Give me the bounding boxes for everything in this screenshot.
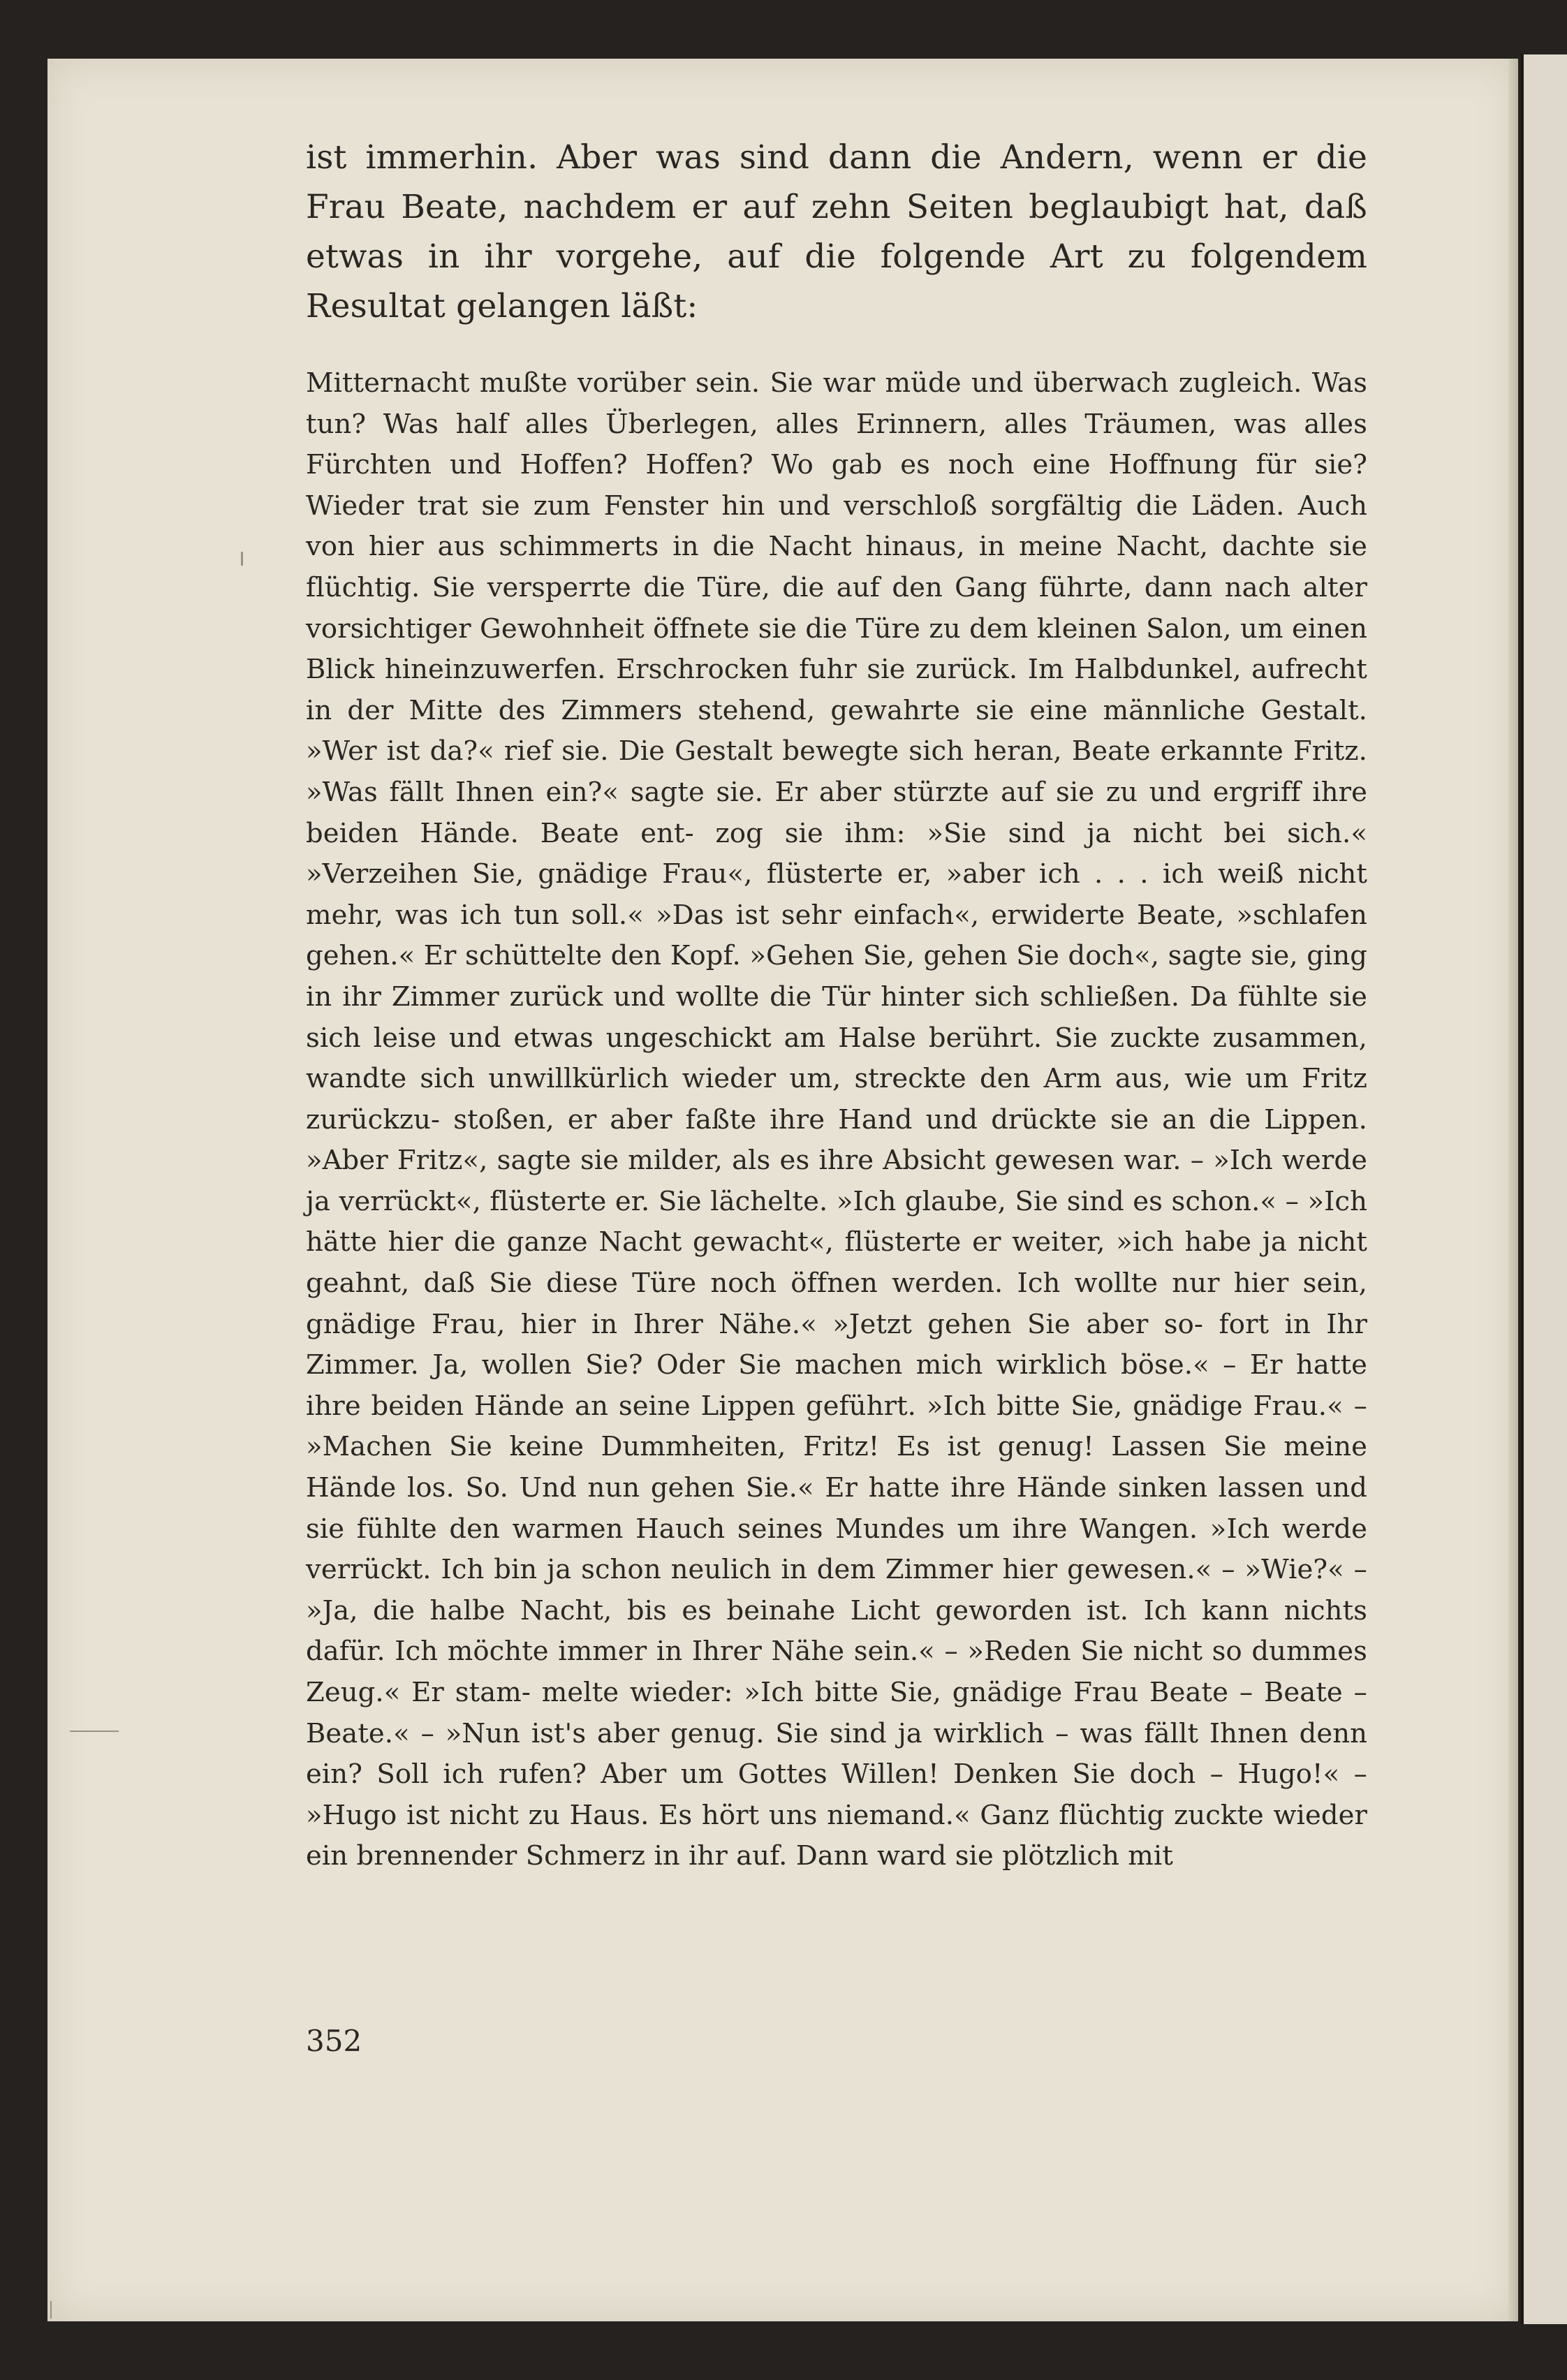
margin-mark <box>241 552 243 566</box>
page-text <box>306 133 1367 1877</box>
page-number: 352 <box>306 2024 362 2058</box>
page-gutter-shadow <box>1508 59 1518 2321</box>
margin-mark <box>70 1731 119 1732</box>
margin-mark <box>50 2301 52 2319</box>
quoted-passage: Mitternacht mußte vorüber sein. Sie war müde und überwach zugleich. Was tun? Was half alles Überlegen, alles Erinnern, alles Träumen, was alles Fürchten und Hoffen? Hoffen? Wo gab es noch eine Hoffnung für sie? Wieder trat sie zum Fenster hin und verschloß sorgfältig die Läden. Auch von hier aus schimmerts in die Nacht hinaus, in meine Nacht, dachte sie flüchtig. Sie versperrte die Türe, die auf den Gang führte, dann nach alter vorsichtiger Gewohnheit öffnete sie die Türe zu dem kleinen Salon, um einen Blick hineinzuwerfen. Erschrocken fuhr sie zurück. Im Halbdunkel, aufrecht in der Mitte des Zimmers stehend, gewahrte sie eine männliche Gestalt. »Wer ist da?« rief sie. Die Gestalt bewegte sich heran, Beate erkannte Fritz. »Was fällt Ihnen ein?« sagte sie. Er aber stürzte auf sie zu und ergriff ihre beiden Hände. Beate ent- zog sie ihm: »Sie sind ja nicht bei sich.« »Verzeihen Sie, gnädige Frau«, flüsterte er, »aber ich . . . ich weiß nicht mehr, was ich tun soll.« »Das ist sehr einfach«, erwiderte Beate, »schlafen gehen.« Er schüttelte den Kopf. »Gehen Sie, gehen Sie doch«, sagte sie, ging in ihr Zimmer zurück und wollte die Tür hinter sich schließen. Da fühlte sie sich leise und etwas ungeschickt am Halse berührt. Sie zuckte zusammen, wandte sich unwillkürlich wieder um, streckte den Arm aus, wie um Fritz zurückzu- stoßen, er aber faßte ihre Hand und drückte sie an die Lippen. »Aber Fritz«, sagte sie milder, als es ihre Absicht gewesen war. – »Ich werde ja verrückt«, flüsterte er. Sie lächelte. »Ich glaube, Sie sind es schon.« – »Ich hätte hier die ganze Nacht gewacht«, flüsterte er weiter, »ich habe ja nicht geahnt, daß Sie diese Türe noch öffnen werden. Ich wollte nur hier sein, gnädige Frau, hier in Ihrer Nähe.« »Jetzt gehen Sie aber so- fort in Ihr Zimmer. Ja, wollen Sie? Oder Sie machen mich wirklich böse.« – Er hatte ihre beiden Hände an seine Lippen geführt. »Ich bitte Sie, gnädige Frau.« – »Machen Sie keine Dummheiten, Fritz! Es ist genug! Lassen Sie meine Hände los. So. Und nun gehen Sie.« Er hatte ihre Hände sinken lassen und sie fühlte den warmen Hauch seines Mundes um ihre Wangen. »Ich werde verrückt. Ich bin ja schon neulich in dem Zimmer hier gewesen.« – »Wie?« – »Ja, die halbe Nacht, bis es beinahe Licht geworden ist. Ich kann nichts dafür. Ich möchte immer in Ihrer Nähe sein.« – »Reden Sie nicht so dummes Zeug.« Er stam- melte wieder: »Ich bitte Sie, gnädige Frau Beate – Beate – Beate.« – »Nun ist's aber genug. Sie sind ja wirklich – was fällt Ihnen denn ein? Soll ich rufen? Aber um Gottes Willen! Denken Sie doch – Hugo!« – »Hugo ist nicht zu Haus. Es hört uns niemand.« Ganz flüchtig zuckte wieder ein brennender Schmerz in ihr auf. Dann ward sie plötzlich mit <box>306 367 1367 1872</box>
next-page-edge <box>1521 54 1567 2324</box>
intro-paragraph: ist immerhin. Aber was sind dann die Andern, wenn er die Frau Beate, nachdem er auf zehn Seiten beglaubigt hat, daß etwas in ihr vorgehe, auf die folgende Art zu folgendem Resultat gelangen läßt: <box>306 138 1367 325</box>
